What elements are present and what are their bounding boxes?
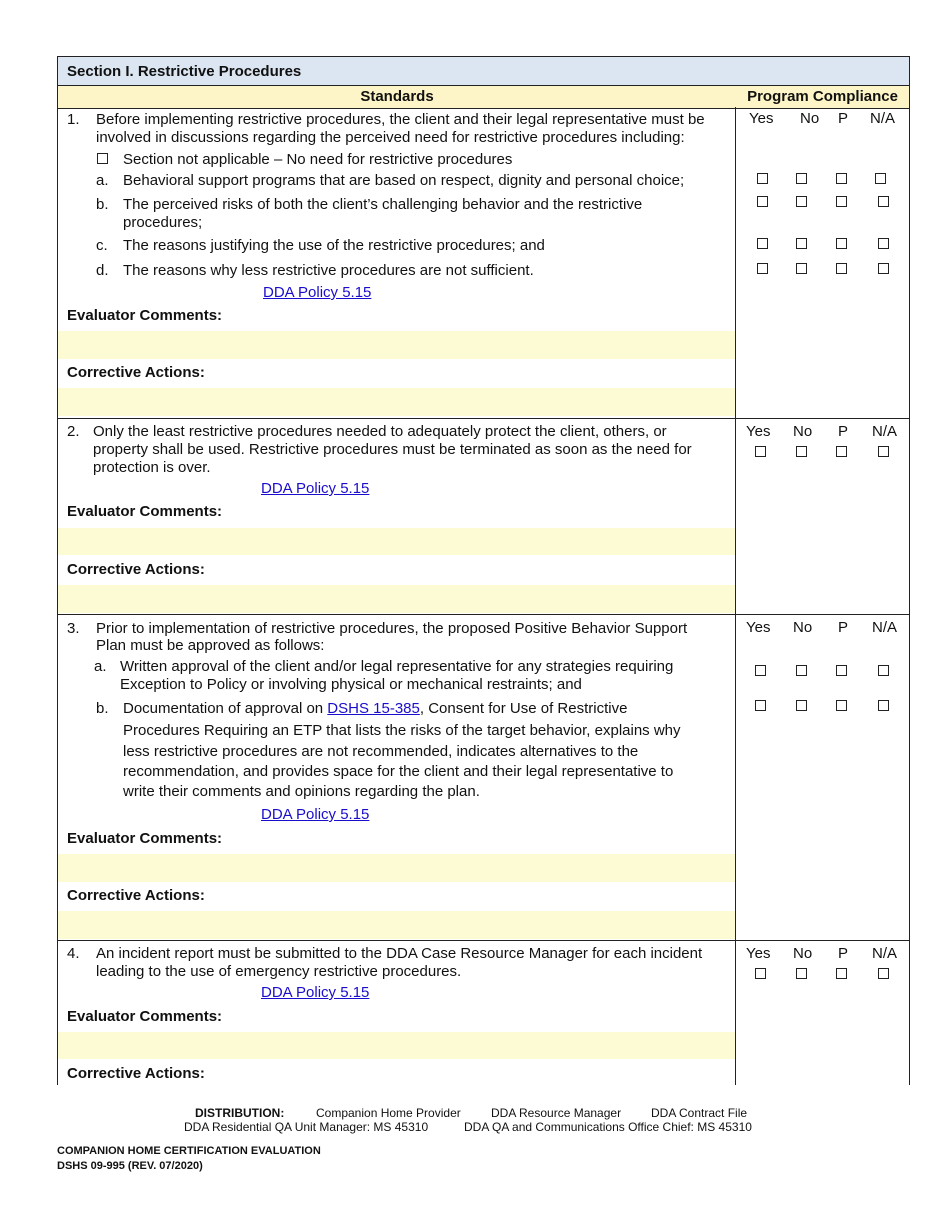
item1d-yes-checkbox[interactable] [757,263,768,274]
item1b-yes-checkbox[interactable] [757,196,768,207]
section-title: Section I. Restrictive Procedures [67,63,302,80]
item3a-text-line1: Written approval of the client and/or legal representative for any strategies requiring [120,658,674,675]
distribution-resource-manager: DDA Resource Manager [491,1106,622,1120]
item4-na-label: N/A [872,945,898,962]
item2-text-line1: Only the least restrictive procedures needed to adequately protect the client, others, or [93,423,667,440]
item3-yes-label: Yes [746,619,771,636]
item1-corrective-actions-label: Corrective Actions: [67,364,205,381]
item1-no-label: No [800,110,820,127]
item4-no-checkbox[interactable] [796,968,807,979]
item2-na-checkbox[interactable] [878,446,889,457]
item3a-p-checkbox[interactable] [836,665,847,676]
item4-evaluator-comments-field[interactable] [58,1032,735,1059]
item2-na-label: N/A [872,423,898,440]
standards-header-label: Standards [360,88,434,105]
distribution-label: DISTRIBUTION: [195,1106,285,1120]
item2-p-label: P [838,423,849,440]
form-title: COMPANION HOME CERTIFICATION EVALUATION [57,1145,321,1157]
item1a-no-checkbox[interactable] [796,173,807,184]
item1d-p-checkbox[interactable] [836,263,847,274]
item3a-letter: a. [94,658,107,675]
item2-p-checkbox[interactable] [836,446,847,457]
section-header [57,56,910,85]
item1-yes-label: Yes [749,110,774,127]
item4-text-line1: An incident report must be submitted to the DDA Case Resource Manager for each incident [96,945,703,962]
item1a-letter: a. [96,172,109,189]
item2-no-checkbox[interactable] [796,446,807,457]
dshs-form-link[interactable]: DSHS 15-385 [327,700,420,717]
item1b-text-line1: The perceived risks of both the client’s challenging behavior and the restrictive [123,196,643,213]
item1-number: 1. [67,111,80,128]
item2-evaluator-comments-label: Evaluator Comments: [67,503,223,520]
item2-corrective-actions-field[interactable] [58,585,735,613]
item3-evaluator-comments-label: Evaluator Comments: [67,830,223,847]
item2-yes-label: Yes [746,423,771,440]
item2-no-label: No [793,423,813,440]
item4-corrective-actions-label: Corrective Actions: [67,1065,205,1082]
item2-yes-checkbox[interactable] [755,446,766,457]
row-divider-3 [57,940,910,941]
form-number: DSHS 09-995 (REV. 07/2020) [57,1160,203,1172]
item1-na-label: N/A [870,110,896,127]
item1b-na-checkbox[interactable] [878,196,889,207]
item1d-letter: d. [96,262,109,279]
item3-na-label: N/A [872,619,898,636]
item2-text-line3: protection is over. [93,459,211,476]
item1c-yes-checkbox[interactable] [757,238,768,249]
item1b-text-line2: procedures; [123,214,203,231]
item1-text-line2: involved in discussions regarding the perceived need for restrictive procedures including: [96,129,685,146]
item1a-p-checkbox[interactable] [836,173,847,184]
item3-evaluator-comments-field[interactable] [58,854,735,882]
item3b-text-line3: less restrictive procedures are not recommended, indicates alternatives to the [123,743,639,760]
item1a-text: Behavioral support programs that are based on respect, dignity and personal choice; [123,172,685,189]
item2-corrective-actions-label: Corrective Actions: [67,561,205,578]
item4-na-checkbox[interactable] [878,968,889,979]
item1-evaluator-comments-label: Evaluator Comments: [67,307,223,324]
item3-no-label: No [793,619,813,636]
item3b-p-checkbox[interactable] [836,700,847,711]
item1-text-line1: Before implementing restrictive procedures, the client and their legal representative must be [96,111,705,128]
item3b-na-checkbox[interactable] [878,700,889,711]
item4-yes-checkbox[interactable] [755,968,766,979]
item1c-text: The reasons justifying the use of the restrictive procedures; and [123,237,545,254]
item3a-text-line2: Exception to Policy or involving physical or mechanical restraints; and [120,676,582,693]
right-border [909,107,910,1085]
item1c-letter: c. [96,237,108,254]
item3b-letter: b. [96,700,109,717]
standards-column-header [57,85,737,109]
item3-corrective-actions-label: Corrective Actions: [67,887,205,904]
not-applicable-label: Section not applicable – No need for restrictive procedures [123,151,513,168]
item1-corrective-actions-field[interactable] [58,388,735,416]
compliance-header-label: Program Compliance [747,88,898,105]
item2-evaluator-comments-field[interactable] [58,528,735,555]
item1b-letter: b. [96,196,109,213]
item3b-no-checkbox[interactable] [796,700,807,711]
item3b-pre-text: Documentation of approval on [123,700,328,717]
not-applicable-checkbox[interactable] [97,153,108,164]
item1d-na-checkbox[interactable] [878,263,889,274]
item1-p-label: P [838,110,849,127]
item4-policy-link[interactable]: DDA Policy 5.15 [261,984,370,1001]
item3-p-label: P [838,619,849,636]
item3-text-line1: Prior to implementation of restrictive procedures, the proposed Positive Behavior Support [96,620,688,637]
item4-no-label: No [793,945,813,962]
item3b-text-line4: recommendation, and provides space for the client and their legal representative to [123,763,674,780]
item3a-na-checkbox[interactable] [878,665,889,676]
item1d-text: The reasons why less restrictive procedures are not sufficient. [123,262,534,279]
item3b-post-text: , Consent for Use of Restrictive [419,700,628,717]
item3-policy-link[interactable]: DDA Policy 5.15 [261,806,370,823]
item1c-p-checkbox[interactable] [836,238,847,249]
item1a-yes-checkbox[interactable] [757,173,768,184]
item1c-na-checkbox[interactable] [878,238,889,249]
distribution-companion-home: Companion Home Provider [316,1106,461,1120]
item3b-text-line5: write their comments and opinions regarding the plan. [123,783,480,800]
item3b-text-line1 [123,700,627,718]
item3a-no-checkbox[interactable] [796,665,807,676]
item3b-yes-checkbox[interactable] [755,700,766,711]
distribution-qa-office-chief: DDA QA and Communications Office Chief: MS 45310 [464,1120,752,1134]
item1-policy-link[interactable]: DDA Policy 5.15 [263,284,372,301]
item2-text-line2: property shall be used. Restrictive procedures must be terminated as soon as the need for [93,441,692,458]
item4-p-label: P [838,945,849,962]
item3b-text-line2: Procedures Requiring an ETP that lists the risks of the target behavior, explains why [123,722,681,739]
item1-evaluator-comments-field[interactable] [58,331,735,359]
distribution-qa-unit-manager: DDA Residential QA Unit Manager: MS 45310 [184,1120,429,1134]
item3a-yes-checkbox[interactable] [755,665,766,676]
compliance-column-header [736,85,910,109]
item4-yes-label: Yes [746,945,771,962]
item1a-na-checkbox[interactable] [875,173,886,184]
item1d-no-checkbox[interactable] [796,263,807,274]
item2-number: 2. [67,423,80,440]
item4-text-line2: leading to the use of emergency restrictive procedures. [96,963,462,980]
item3-text-line2: Plan must be approved as follows: [96,637,325,654]
item3-corrective-actions-field[interactable] [58,911,735,939]
item1b-p-checkbox[interactable] [836,196,847,207]
item4-number: 4. [67,945,80,962]
item4-p-checkbox[interactable] [836,968,847,979]
item1b-no-checkbox[interactable] [796,196,807,207]
row-divider-1 [57,418,910,419]
item1c-no-checkbox[interactable] [796,238,807,249]
distribution-contract-file: DDA Contract File [651,1106,748,1120]
item2-policy-link[interactable]: DDA Policy 5.15 [261,480,370,497]
item4-evaluator-comments-label: Evaluator Comments: [67,1008,223,1025]
row-divider-2 [57,614,910,615]
middle-border [735,107,736,1085]
item3-number: 3. [67,620,80,637]
